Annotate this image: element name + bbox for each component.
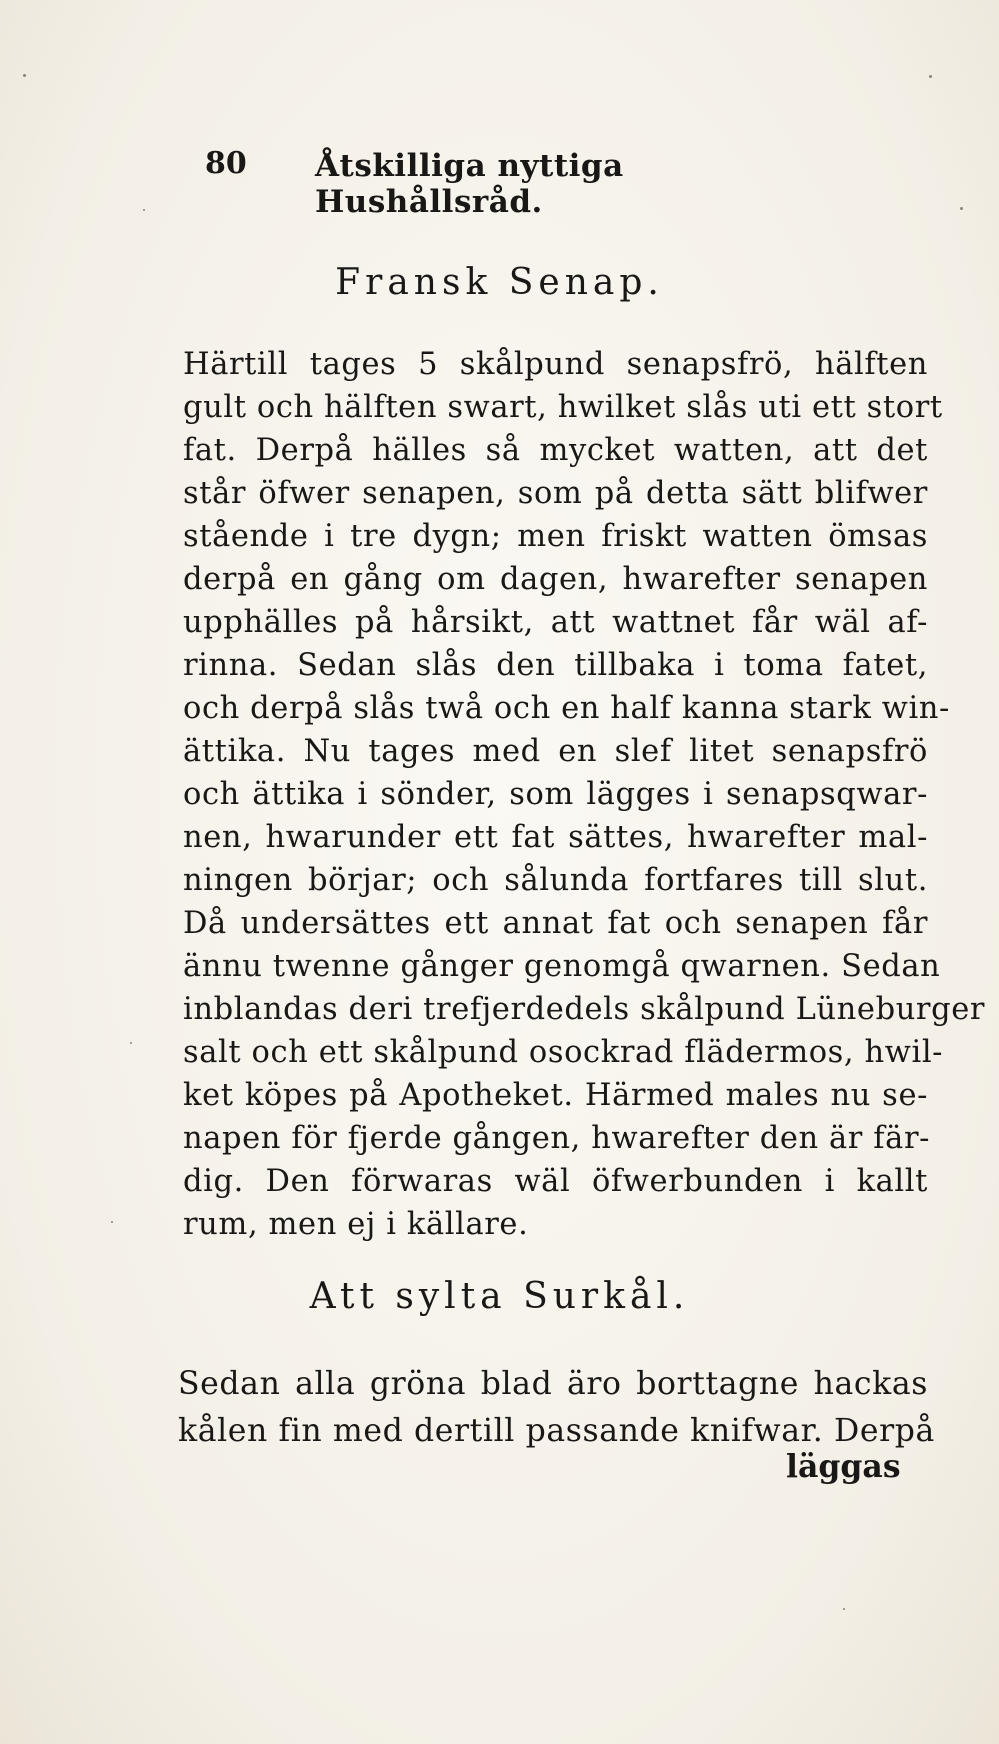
text-line: rinna. Sedan slås den tillbaka i toma fatet,	[183, 648, 928, 683]
text-line: gult och hälften swart, hwilket slås uti ett stort	[183, 390, 943, 425]
text-line: inblandas deri trefjerdedels skålpund Lüneburger	[183, 992, 986, 1027]
text-line: napen för fjerde gången, hwarefter den är fär-	[183, 1121, 931, 1156]
text-line: rum, men ej i källare.	[183, 1207, 529, 1242]
text-line: derpå en gång om dagen, hwarefter senapen	[183, 562, 928, 597]
text-line: upphälles på hårsikt, att wattnet får wäl af-	[183, 605, 928, 640]
paper-speck	[143, 209, 145, 211]
recipe-paragraph-fransk-senap	[183, 343, 986, 1246]
paper-speck	[111, 1221, 113, 1223]
text-line: ättika. Nu tages med en slef litet senapsfrö	[183, 734, 928, 769]
paper-speck	[23, 74, 26, 77]
recipe-paragraph-surkal	[178, 1361, 935, 1455]
text-line: Härtill tages 5 skålpund senapsfrö, hälften	[183, 347, 928, 382]
paper-speck	[929, 75, 932, 78]
text-line: stående i tre dygn; men friskt watten ömsas	[183, 519, 928, 554]
paper-speck	[130, 1042, 132, 1044]
page-header	[205, 146, 825, 220]
text-line: dig. Den förwaras wäl öfwerbunden i kallt	[183, 1164, 928, 1199]
section-heading-fransk-senap: Fransk Senap.	[335, 262, 664, 303]
text-line: salt och ett skålpund osockrad flädermos, hwil-	[183, 1035, 944, 1070]
text-line: och derpå slås twå och en half kanna stark win-	[183, 691, 950, 726]
text-line: nen, hwarunder ett fat sättes, hwarefter mal-	[183, 820, 928, 855]
text-line: kålen fin med dertill passande knifwar. Derpå	[178, 1413, 935, 1449]
running-title: Åtskilliga nyttiga Hushållsråd.	[315, 148, 624, 220]
catchword: läggas	[786, 1448, 901, 1485]
text-line: Sedan alla gröna blad äro borttagne hackas	[178, 1366, 928, 1402]
text-line: och ättika i sönder, som lägges i senapsqwar-	[183, 777, 928, 812]
text-line: Då undersättes ett annat fat och senapen får	[183, 906, 928, 941]
paper-speck	[960, 207, 963, 210]
text-line: ningen börjar; och sålunda fortfares till slut.	[183, 863, 928, 898]
section-heading-att-sylta-surkal: Att sylta Surkål.	[309, 1276, 690, 1317]
text-line: fat. Derpå hälles så mycket watten, att det	[183, 433, 928, 468]
page-number: 80	[205, 146, 247, 181]
text-line: ket köpes på Apotheket. Härmed males nu se-	[183, 1078, 928, 1113]
text-line: står öfwer senapen, som på detta sätt blifwer	[183, 476, 928, 511]
text-line: ännu twenne gånger genomgå qwarnen. Sedan	[183, 949, 941, 984]
paper-speck	[843, 1608, 845, 1610]
